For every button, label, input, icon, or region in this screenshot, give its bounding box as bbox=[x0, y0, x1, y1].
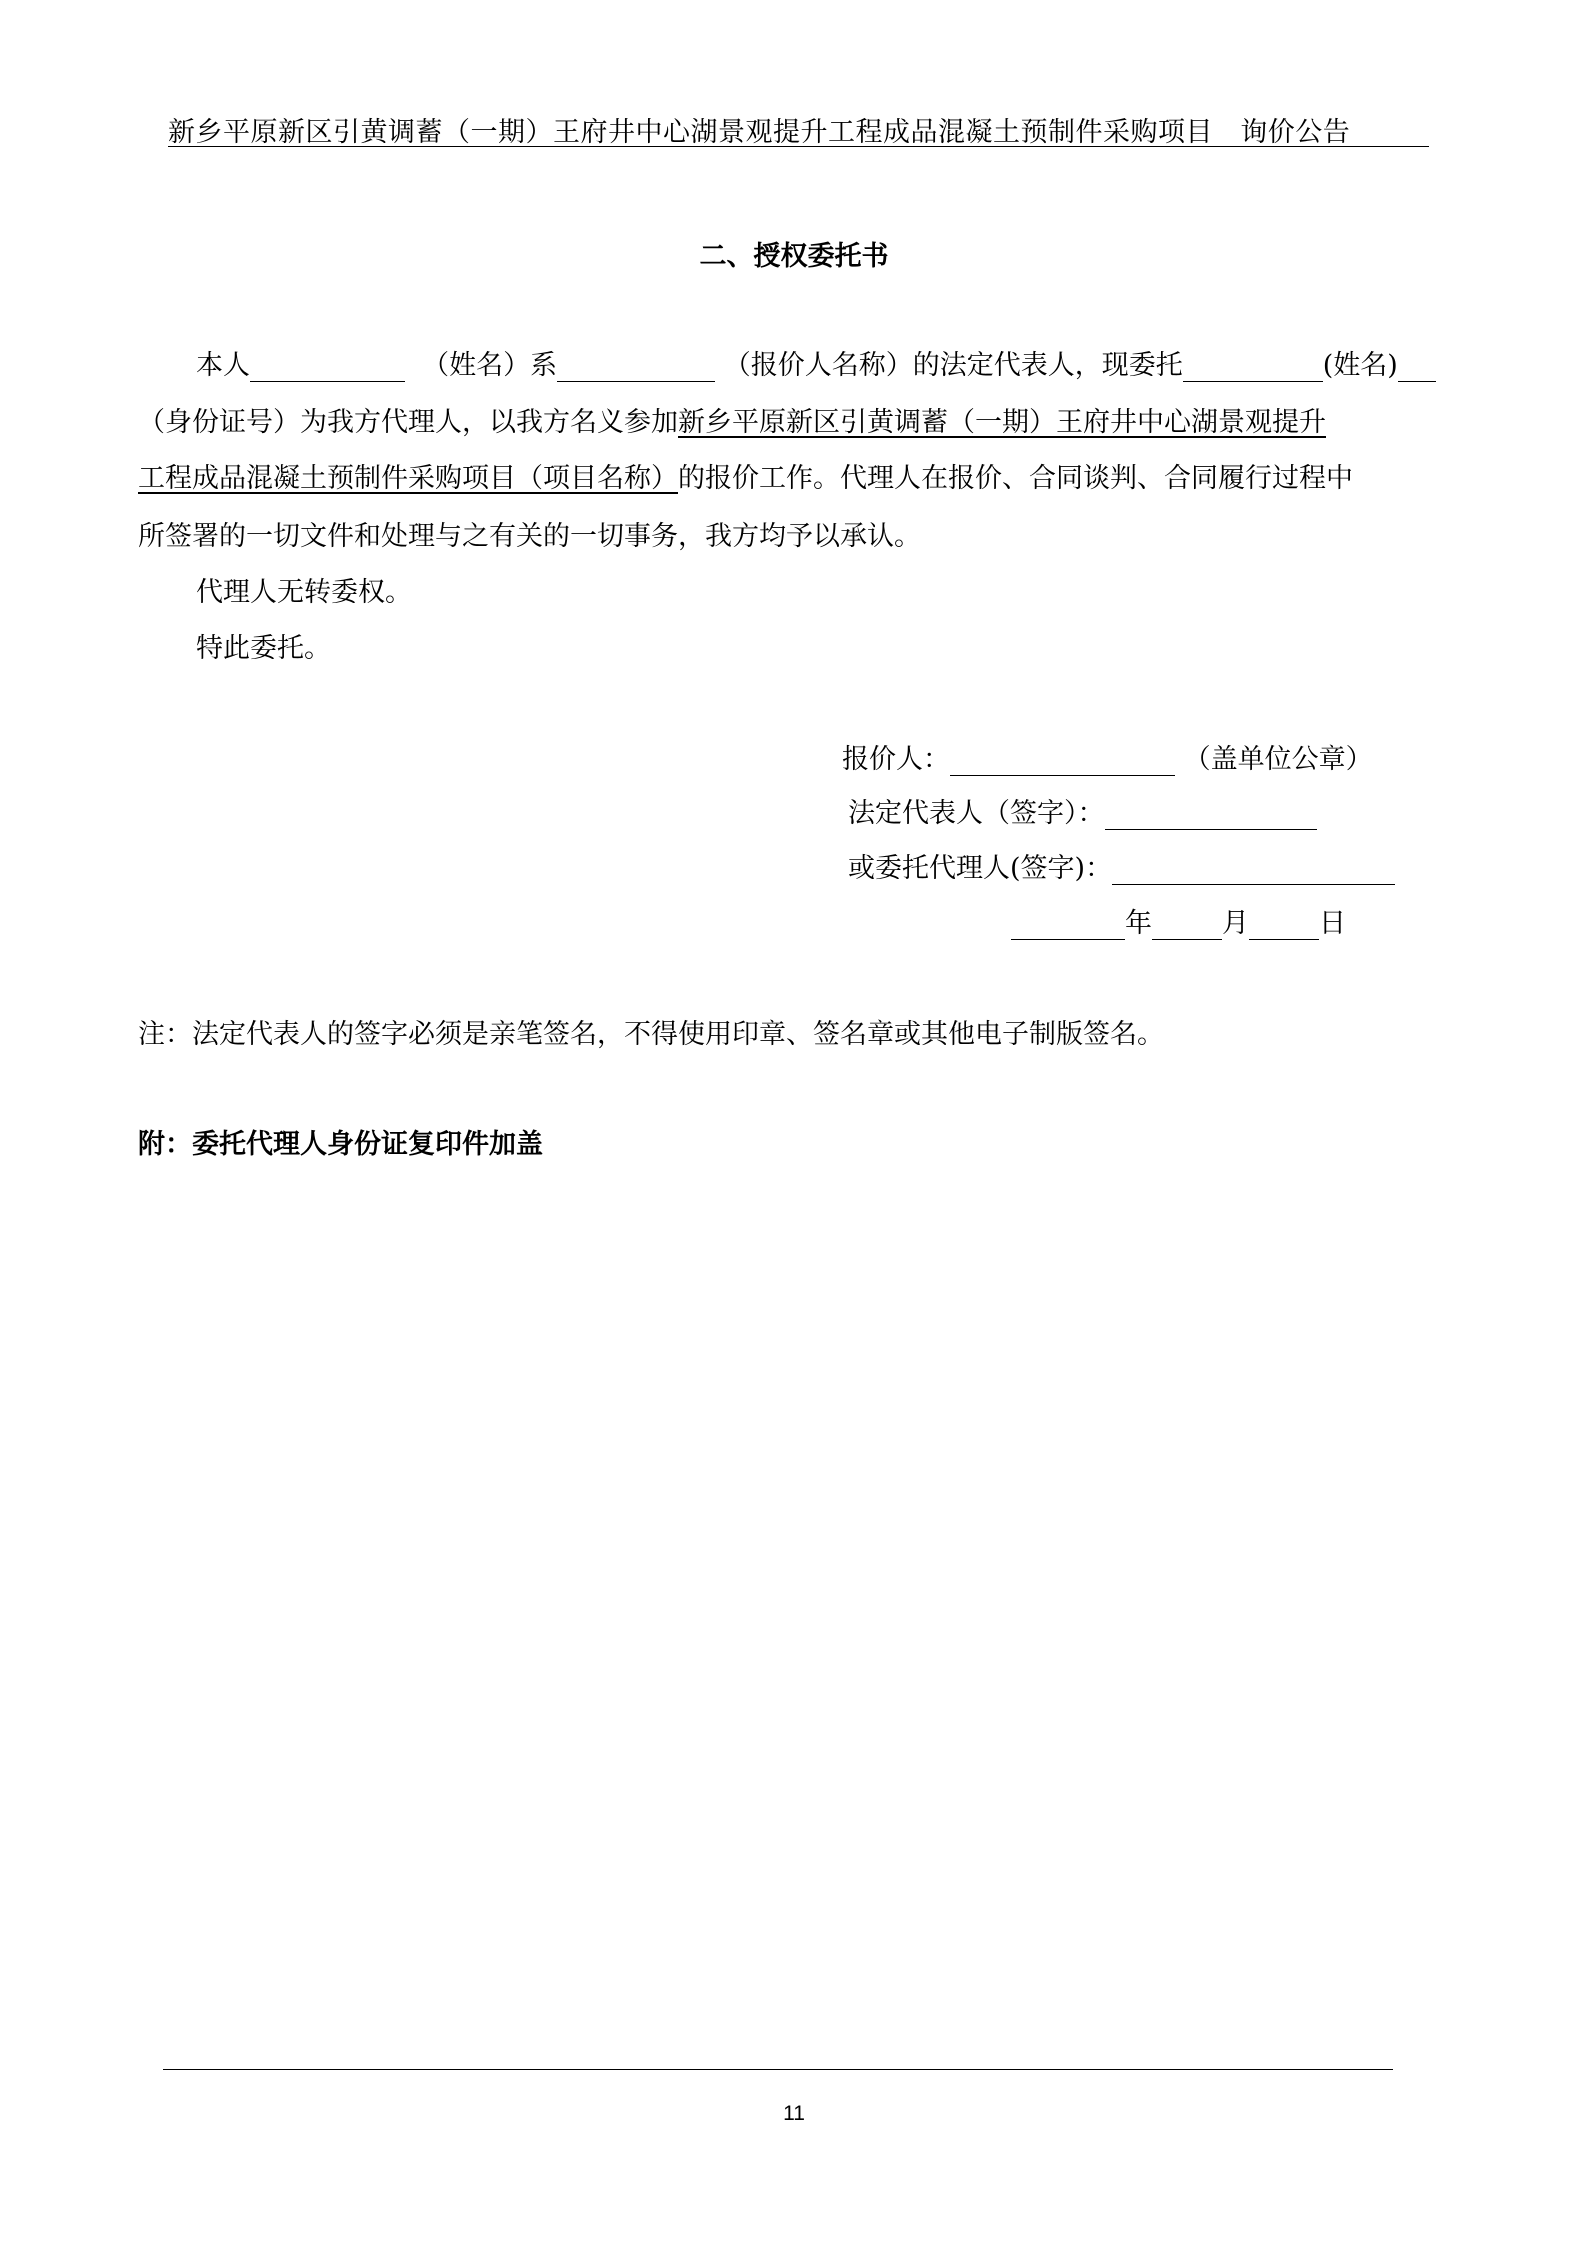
footer-rule bbox=[163, 2069, 1393, 2070]
agent-name-blank[interactable] bbox=[1183, 353, 1323, 382]
page-number: 11 bbox=[783, 2102, 805, 2125]
body-line-1 bbox=[196, 343, 1436, 382]
body-line-4: 所签署的一切文件和处理与之有关的一切事务，我方均予以承认。 bbox=[138, 521, 921, 552]
header-doc-type: 询价公告 bbox=[1240, 117, 1351, 148]
legal-rep-signature-blank[interactable] bbox=[1105, 801, 1317, 830]
legal-rep-label: 法定代表人（签字）： bbox=[848, 798, 1105, 829]
body-line-3 bbox=[138, 456, 1353, 495]
hereby-authorize-text: 特此委托。 bbox=[196, 633, 331, 664]
principal-label: 本人 bbox=[196, 350, 250, 381]
year-label: 年 bbox=[1125, 908, 1152, 939]
bidder-seal-note: （盖单位公章） bbox=[1183, 744, 1373, 775]
month-blank[interactable] bbox=[1152, 911, 1222, 940]
agent-name-label: (姓名) bbox=[1322, 350, 1398, 381]
day-label: 日 bbox=[1319, 908, 1346, 939]
month-label: 月 bbox=[1222, 908, 1249, 939]
day-blank[interactable] bbox=[1249, 911, 1319, 940]
header-rule bbox=[168, 146, 1429, 147]
signature-note: 注：法定代表人的签字必须是亲笔签名，不得使用印章、签名章或其他电子制版签名。 bbox=[138, 1019, 1164, 1050]
principal-name-blank[interactable] bbox=[250, 353, 405, 382]
scope-text: 的报价工作。代理人在报价、合同谈判、合同履行过程中 bbox=[678, 463, 1353, 494]
project-name-underlined-2: 工程成品混凝土预制件采购项目（项目名称） bbox=[138, 463, 678, 494]
year-blank[interactable] bbox=[1011, 911, 1125, 940]
signature-bidder-row bbox=[842, 737, 1373, 776]
agent-id-blank-start[interactable] bbox=[1398, 353, 1436, 382]
no-subdelegation-text: 代理人无转委权。 bbox=[196, 577, 412, 608]
legal-rep-text: （报价人名称）的法定代表人，现委托 bbox=[723, 350, 1183, 381]
running-header bbox=[168, 110, 1350, 149]
bidder-seal-blank[interactable] bbox=[950, 747, 1175, 776]
header-project-title: 新乡平原新区引黄调蓄（一期）王府井中心湖景观提升工程成品混凝土预制件采购项目 bbox=[168, 117, 1213, 148]
signature-agent-row bbox=[848, 846, 1395, 885]
section-title bbox=[0, 234, 1588, 273]
body-line-2 bbox=[138, 400, 1326, 439]
signature-legal-rep-row bbox=[848, 791, 1317, 830]
agent-signature-blank[interactable] bbox=[1112, 856, 1395, 885]
signature-date-row bbox=[1011, 901, 1346, 940]
section-title-text: 二、授权委托书 bbox=[699, 241, 889, 272]
bidder-name-blank[interactable] bbox=[557, 353, 715, 382]
attachment-label: 附：委托代理人身份证复印件加盖 bbox=[138, 1129, 543, 1160]
project-name-underlined-1: 新乡平原新区引黄调蓄（一期）王府井中心湖景观提升 bbox=[678, 407, 1326, 438]
principal-name-label: （姓名）系 bbox=[422, 350, 558, 381]
agent-appointment-text: （身份证号）为我方代理人，以我方名义参加 bbox=[138, 407, 678, 438]
agent-label: 或委托代理人(签字)： bbox=[848, 853, 1113, 884]
bidder-label: 报价人： bbox=[842, 744, 950, 775]
